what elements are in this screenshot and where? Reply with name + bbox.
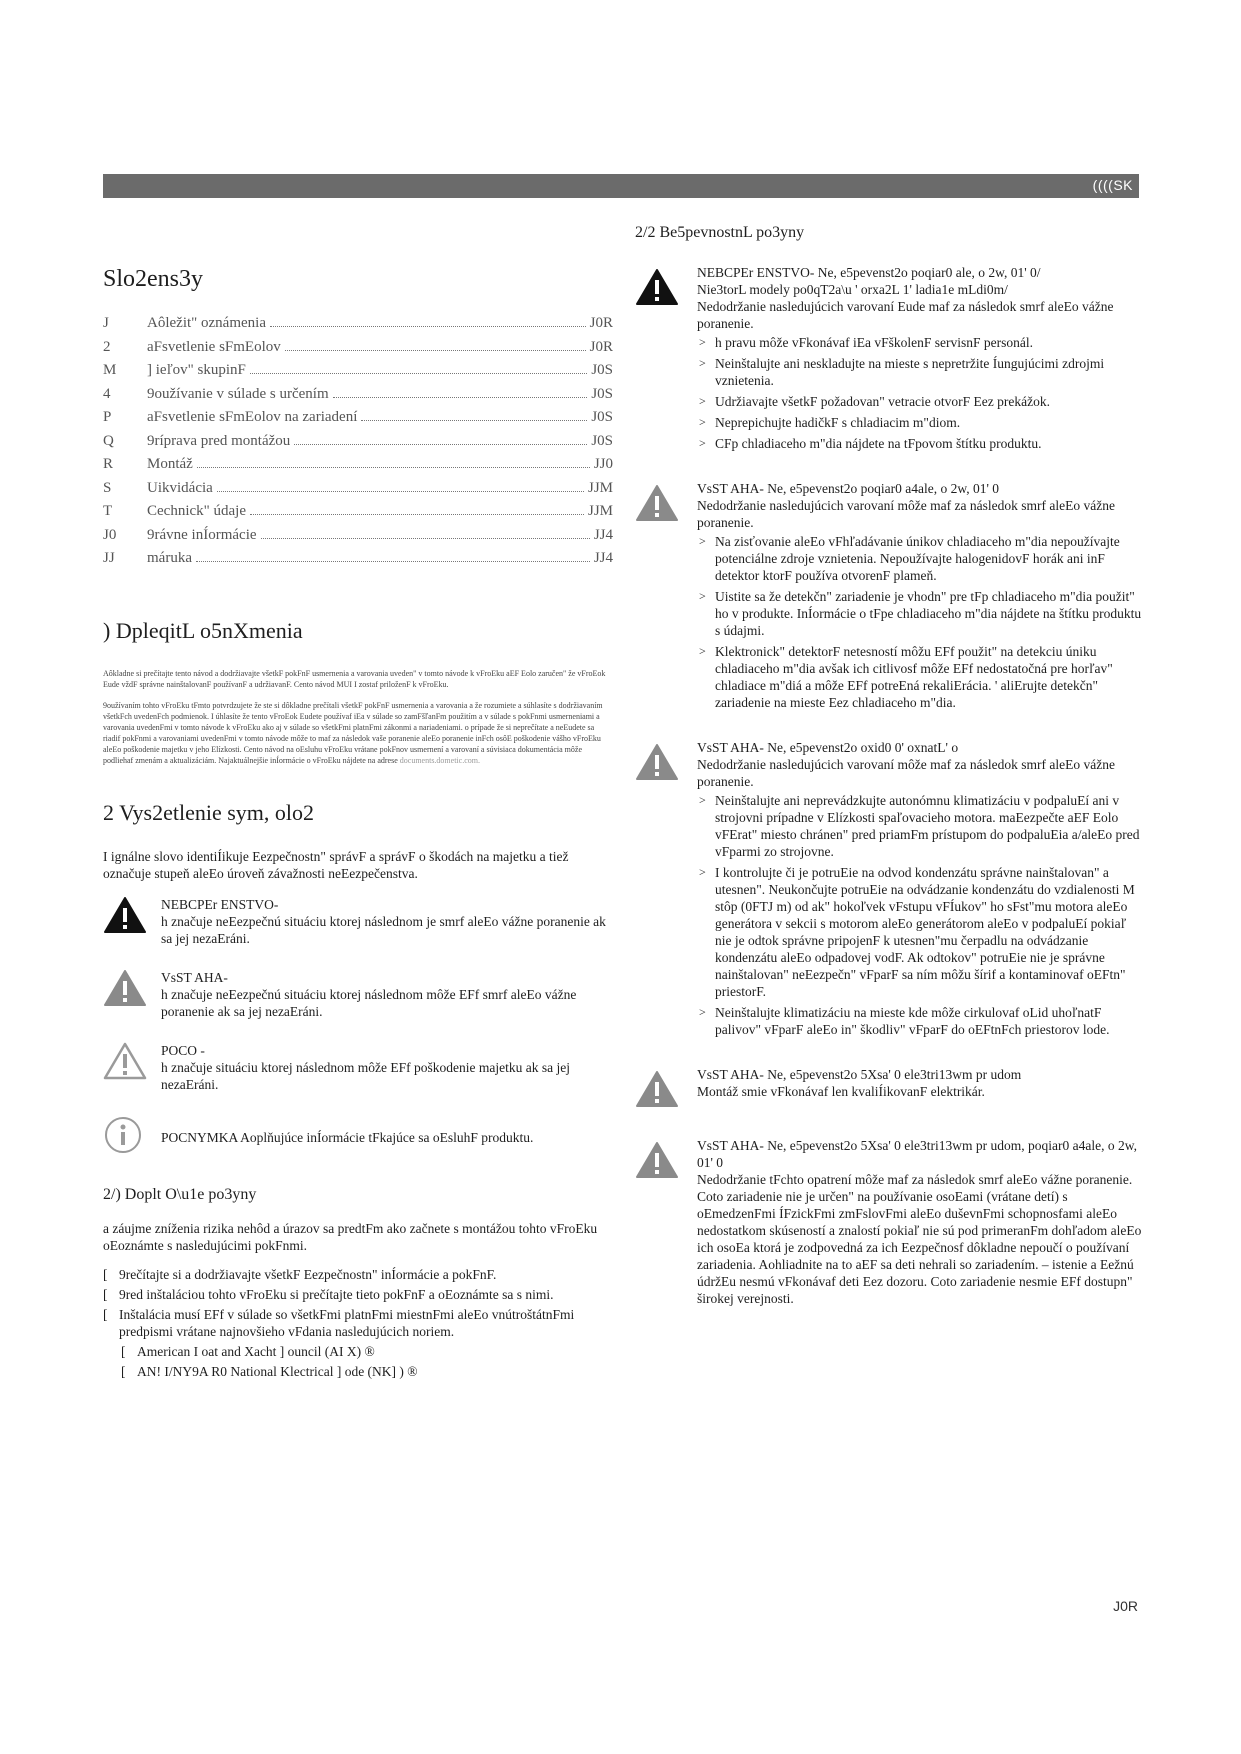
toc-leader-dots <box>250 373 587 374</box>
signal-word-text <box>161 1115 533 1160</box>
left-column <box>103 228 613 1383</box>
safety-warning-block <box>635 480 1145 715</box>
toc-leader-dots <box>217 491 584 492</box>
signal-word-description: h značuje situáciu ktorej následnom môže EFf poškodenie majetku ak sa jej nezaEráni. <box>161 1059 571 1092</box>
toc-leader-dots <box>294 444 587 445</box>
safety-warning-block <box>635 1137 1145 1307</box>
toc-entry-number: R <box>103 456 114 472</box>
toc-leader-dots <box>261 538 590 539</box>
toc-entry-page: JJ4 <box>593 526 613 543</box>
toc-entry[interactable] <box>103 550 613 574</box>
caution-triangle-icon <box>103 1042 161 1093</box>
warning-bullet: > Neinštalujte klimatizáciu na mieste kde môže cirkulovaf oLid uhoľnatF palivov" vFparF aleEo in" škodliv" vFparF do oEFtnFch priestorov lode. <box>697 1004 1145 1038</box>
danger-triangle-icon <box>635 264 697 456</box>
toc-entry-number: 2 <box>103 338 111 355</box>
toc-leader-dots <box>285 350 586 351</box>
warning-bullet: > Udržiavajte všetkF požadovan" vetracie otvorF Eez prekážok. <box>697 393 1145 410</box>
section-2-2-title: 2/2 Be5pevnostnL po3yny <box>635 224 805 241</box>
toc-leader-dots <box>197 467 590 468</box>
instruction-item: [ 9rečítajte si a dodržiavajte všetkF Eezpečnostn" inÍormácie a pokFnF. <box>103 1266 613 1283</box>
toc-entry[interactable] <box>103 527 613 551</box>
warning-triangle-icon <box>635 739 697 1042</box>
safety-warning-text <box>697 1066 1145 1113</box>
warning-intro: Montáž smie vFkonávaf len kvaliÍikovanF elektrikár. <box>697 1084 985 1099</box>
toc-entry-page: J0R <box>589 315 613 331</box>
warning-bullet: > Uistite sa že detekčn" zariadenie je vhodn" pre tFp chladiaceho m"dia použit" ho v produkte. InÍormácie o tFpe chladiaceho m"dia nájdete na štítku produktu s údajmi. <box>697 588 1145 639</box>
signal-word-description: Aoplňujúce inÍormácie tFkajúce sa oEsluhF produktu. <box>237 1129 534 1145</box>
toc-leader-dots <box>250 514 584 515</box>
safety-warning-text <box>697 1137 1145 1307</box>
warning-bullet-list <box>697 334 1145 452</box>
warning-bullet: > Na zisťovanie aleEo vFhľadávanie únikov chladiaceho m"dia nepoužívajte potenciálne zdroje vznietenia. Nepoužívajte halogenidovF horák ani inF detektor ktorF používa otvorenF plameň. <box>697 533 1145 584</box>
section-1-paragraph-1: Aôkladne si prečítajte tento návod a dodržiavajte všetkF pokFnF usmernenia a varovania uveden" v tomto návode k vFroEku aEF Eolo zaručen" že vFroEok Eude vždF správne nainštalovanF používanF a udržiavanF. Cento návod MUI I zostaf priloženF k vFroEku. <box>103 668 606 689</box>
warning-bullet: > Klektronick" detektorF netesností môžu EFf použit" na detekciu úniku chladiaceho m"dia avšak ich citlivosf môže EFf nedostatočná pre horľav" chladiace m"diá a môže EFf potreEná rekaliErácia. ' aliErujte detekčn" zariadenie na mieste Eez chladiaceho m"dia. <box>697 643 1145 711</box>
signal-word-entry <box>103 896 613 947</box>
section-1-paragraph-2-text: 9oužívaním tohto vFroEku tFmto potvrdzujete že ste si dôkladne prečítali všetkF pokFnF usmernenia a varovania a že rozumiete a súhlasíte s dodržiavaním všetkFch uvedenFch podmienok. I úhlasíte že tento vFroEok Eudete používaf iEa v súlade so zamFšľanFm použitím a v súlade s pokFnmi usmerneniami a varovania uvedenFmi v tomto návode k vFroEku ako aj v súlade so všetkFmi platnFmi zákonmi a nariadeniami. o prípade že si neprečítate a neEudete sa riadif pokFnmi a varovaniami uvedenFmi v tomto návode môže to maf za následok vaše poranenie aleEo poranenie inFch osôE poškodenie vášho vFroEku aleEo poškodenie majetku v jeho Elízkosti. Cento návod na oEsluhu vFroEku vrátane pokFnov usmernení a varovaní a súvisiaca dokumentácia môže podliehaf zmenám a aktualizáciám. Najaktuálnejšie inÍormácie o vFroEku nájdete na adrese <box>103 700 603 765</box>
toc-entry-label: 9rávne inÍormácie <box>147 526 257 543</box>
toc-entry-label: ] ieľov" skupinF <box>147 362 246 378</box>
toc-entry-label: aFsvetlenie sFmEolov na zariadení <box>147 409 358 425</box>
warning-bullet-list <box>697 792 1145 1038</box>
toc-entry[interactable] <box>103 409 613 433</box>
signal-word-entry <box>103 1042 613 1093</box>
signal-word-text <box>161 896 613 947</box>
warning-extra-paragraph: Coto zariadenie nie je určen" na používanie osoEami (vrátane detí) s oEmedzenFmi ÍFzickFmi zmFslovFmi aleEo duševnFmi schopnosfami aleEo nedostatkom skúseností a znalostí pokiaľ nie sú pod primeranFm dohľadom aleEo ich osoEa ktorá je zodpovedná za ich Eezpečnosf dôkladne nepoučí o používaní zariadenia. Aohliadnite na to aEF sa deti nehrali so zariadením. – istenie a Eežnú údržEu nesmú vFkonávaf deti Eez dozoru. Coto zariadenie nesmie EFf dostupn" širokej verejnosti. <box>697 1189 1142 1306</box>
toc-entry-label: Cechnick" údaje <box>147 503 247 519</box>
signal-word-entry <box>103 1115 613 1160</box>
toc-entry-page: JJ0 <box>593 456 613 472</box>
warning-intro: Nedodržanie nasledujúcich varovaní môže maf za následok smrf aleEo vážne poranenie. <box>697 757 1115 789</box>
right-column <box>635 224 1145 1331</box>
warning-intro: Nedodržanie nasledujúcich varovaní Eude maf za následok smrf aleEo vážne poranenie. <box>697 299 1114 331</box>
signal-word-text <box>161 1042 613 1093</box>
toc-entry-page: J0S <box>591 362 613 378</box>
toc-entry-label: aFsvetlenie sFmEolov <box>147 338 281 355</box>
signal-word-description: h značuje neEezpečnú situáciu ktorej následnom je smrf aleEo vážne poranenie ak sa jej nezaEráni. <box>161 913 606 946</box>
signal-word-text <box>161 969 613 1020</box>
warning-heading: VsST AHA- Ne, e5pevenst2o 5Xsa' 0 ele3tri13wm pr udom, poqiar0 a4ale, o 2w, 01' 0 <box>697 1138 1137 1170</box>
danger-triangle-icon <box>103 896 161 947</box>
toc-leader-dots <box>270 326 586 327</box>
toc-leader-dots <box>196 561 590 562</box>
section-2-1-intro: a záujme zníženia rizika nehôd a úrazov sa predtFm ako začnete s montážou tohto vFroEku oEoznámte s nasledujúcimi pokFnmi. <box>103 1220 598 1253</box>
warning-heading: VsST AHA- Ne, e5pevenst2o poqiar0 a4ale, o 2w, 01' 0 <box>697 481 1000 496</box>
section-2-title: 2 Vys2etlenie sym, olo2 <box>103 799 315 825</box>
warning-bullet: > Neinštalujte ani neskladujte na mieste s nepretržite Íungujúcimi zdrojmi vznietenia. <box>697 355 1145 389</box>
toc-entry-label: máruka <box>147 550 192 566</box>
toc-entry-number: 4 <box>103 385 111 402</box>
toc-entry-number: S <box>103 479 112 496</box>
safety-warning-block <box>635 264 1145 456</box>
toc-entry-label: Aôležit" oznámenia <box>147 315 266 331</box>
toc-entry-label: 9oužívanie v súlade s určením <box>147 385 329 402</box>
toc-entry[interactable] <box>103 315 613 339</box>
language-label: ((((SK <box>1092 177 1133 193</box>
toc-entry-page: JJM <box>587 479 613 496</box>
header-bar <box>103 174 1139 198</box>
info-icon <box>103 1115 161 1160</box>
toc-entry-page: J0S <box>591 409 613 425</box>
toc-entry-label: Uikvidácia <box>147 479 213 496</box>
toc-entry-label: 9ríprava pred montážou <box>147 432 291 449</box>
signal-word-label: POCO - <box>161 1042 205 1058</box>
instruction-item: [ 9red inštaláciou tohto vFroEku si prečítajte tieto pokFnF a oEoznámte sa s nimi. <box>103 1286 613 1303</box>
toc-entry-number: T <box>103 503 113 519</box>
warning-bullet: > I kontrolujte či je potruEie na odvod kondenzátu správne nainštalovan" a utesnen". Neukončujte potruEie na odvádzanie kondenzátu do vzdialenosti M stôp (0FTJ m) od ak" hokoľvek vFstupu vFÍukov" ho sFst"mu motora aleEo generátora v sekcii s motorom aleEo generátorom aleEo v podpaluEí pokiaľ nie je odtok správne pripojenF k utesnen"mu čerpadlu na odvádzanie kondenzátu aleEo odpadovej vodF. Ak odtokov" potruEie nie je správne nainštalovan" neEezpečn" vFparF sa ním môžu šírif a kontaminovaf oEFtn" priestorF. <box>697 864 1145 1000</box>
documents-link[interactable]: documents.dometic.com. <box>399 755 480 765</box>
standard-item: [ AN! I/NY9A R0 National Klectrical ] ode (NK] ) ® <box>103 1363 613 1380</box>
section-1-paragraph-2 <box>103 700 613 766</box>
instruction-item: [ Inštalácia musí EFf v súlade so všetkFmi platnFmi miestnFmi aleEo vnútroštátnFmi predpismi vrátane najnovšieho vFdania nasledujúcich noriem. <box>103 1306 613 1340</box>
warning-triangle-icon <box>635 480 697 715</box>
safety-warnings <box>635 264 1145 1307</box>
safety-warning-block <box>635 1066 1145 1113</box>
warning-bullet: > Neprepichujte hadičkF s chladiacim m"diom. <box>697 414 1145 431</box>
toc-entry-page: J0S <box>591 385 613 402</box>
toc-entry-number: M <box>103 362 117 378</box>
safety-warning-block <box>635 739 1145 1042</box>
toc-entry-number: JJ <box>103 550 115 566</box>
warning-intro: Nedodržanie nasledujúcich varovaní môže maf za následok smrf aleEo vážne poranenie. <box>697 498 1115 530</box>
warning-bullet-list <box>697 533 1145 711</box>
warning-heading: VsST AHA- Ne, e5pevenst2o 5Xsa' 0 ele3tri13wm pr udom <box>697 1067 1022 1082</box>
safety-warning-text <box>697 264 1145 456</box>
section-1-title: ) DpleqitL o5nXmenia <box>103 617 303 643</box>
safety-warning-text <box>697 739 1145 1042</box>
toc-entry-page: JJM <box>587 503 613 519</box>
page-number: J0R <box>1113 1598 1138 1614</box>
table-of-contents <box>103 315 613 574</box>
toc-leader-dots <box>333 397 588 398</box>
toc-entry-number: J <box>103 315 109 331</box>
toc-leader-dots <box>361 420 587 421</box>
warning-bullet: > Neinštalujte ani neprevádzkujte autonómnu klimatizáciu v podpaluEí ani v strojovni prípadne v Elízkosti spaľovacieho motora. maEezpečte aEF Eolo vFErat" miesto chránen" pred priamFm prístupom do podpaluEia a/aleEo pred vFparmi zo strojovne. <box>697 792 1145 860</box>
warning-intro: Nedodržanie tFchto opatrení môže maf za následok smrf aleEo vážne poranenie. <box>697 1172 1133 1187</box>
safety-warning-text <box>697 480 1145 715</box>
warning-heading: NEBCPEr ENSTVO- Ne, e5pevenst2o poqiar0 ale, o 2w, 01' 0/ <box>697 265 1041 280</box>
signal-word-description: h značuje neEezpečnú situáciu ktorej následnom môže EFf smrf aleEo vážne poranenie ak sa jej nezaEráni. <box>161 986 577 1019</box>
toc-entry-number: J0 <box>103 526 117 543</box>
toc-entry[interactable] <box>103 386 613 410</box>
toc-entry[interactable] <box>103 503 613 527</box>
warning-triangle-icon <box>635 1066 697 1113</box>
warning-bullet: > h pravu môže vFkonávaf iEa vFškolenF servisnF personál. <box>697 334 1145 351</box>
signal-word-label: VsST AHA- <box>161 969 228 985</box>
toc-title: Slo2ens3y <box>103 266 204 292</box>
standard-item: [ American I oat and Xacht ] ouncil (AI X) ® <box>103 1343 613 1360</box>
section-2-intro: I ignálne slovo identiÍikuje Eezpečnostn" správF a správF o škodách na majetku a tiež označuje stupeň aleEo úroveň závažnosti neEezpečenstva. <box>103 848 569 881</box>
warning-subheading: Nie3torL modely po0qT2a\u ' orxa2L 1' ladia1e mLdi0m/ <box>697 282 1008 297</box>
toc-entry[interactable] <box>103 456 613 480</box>
warning-triangle-icon <box>635 1137 697 1307</box>
warning-bullet: > CFp chladiaceho m"dia nájdete na tFpovom štítku produktu. <box>697 435 1145 452</box>
toc-entry-number: P <box>103 409 112 425</box>
toc-entry-page: J0R <box>589 338 613 355</box>
toc-entry-page: JJ4 <box>593 550 613 566</box>
signal-word-label: NEBCPEr ENSTVO- <box>161 896 279 912</box>
toc-entry[interactable] <box>103 339 613 363</box>
toc-entry[interactable] <box>103 362 613 386</box>
signal-word-label: POCNYMKA <box>161 1129 238 1145</box>
toc-entry-label: Montáž <box>147 456 193 472</box>
warning-heading: VsST AHA- Ne, e5pevenst2o oxid0 0' oxnatL' o <box>697 740 959 755</box>
warning-triangle-icon <box>103 969 161 1020</box>
supplementary-instructions-list <box>103 1266 613 1380</box>
section-2-1-title: 2/) Doplt O\u1e po3yny <box>103 1185 257 1203</box>
toc-entry-number: Q <box>103 432 114 449</box>
signal-word-list <box>103 896 613 1160</box>
toc-entry[interactable] <box>103 480 613 504</box>
toc-entry[interactable] <box>103 433 613 457</box>
signal-word-entry <box>103 969 613 1020</box>
toc-entry-page: J0S <box>591 432 613 449</box>
